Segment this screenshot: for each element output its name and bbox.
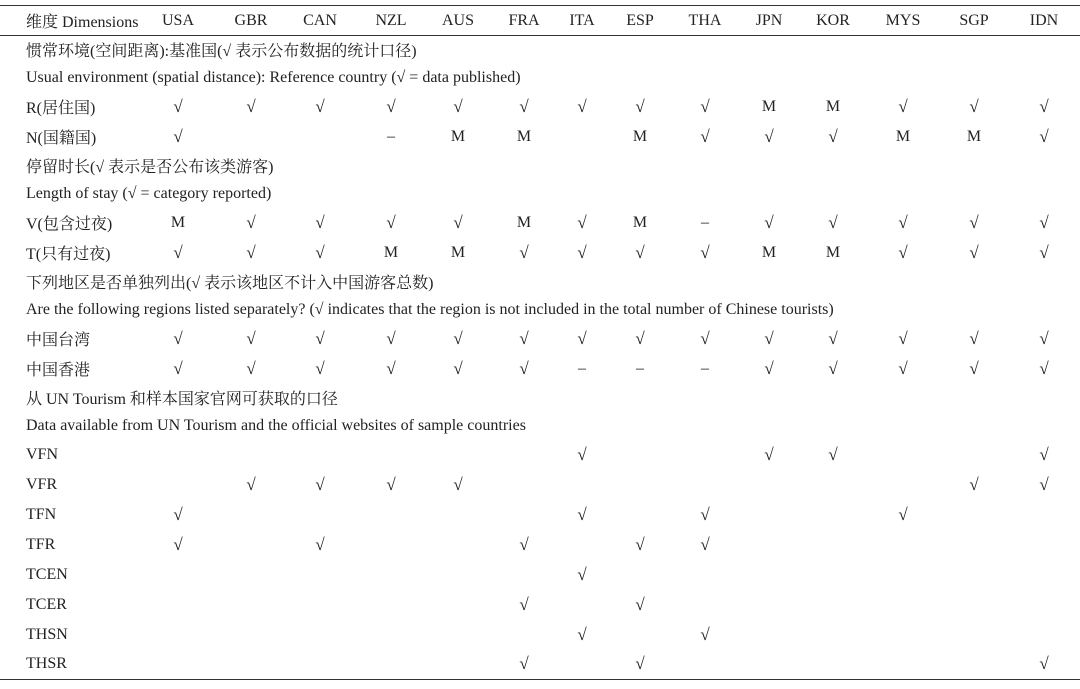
table-cell: √ bbox=[1039, 96, 1049, 116]
table-cell bbox=[492, 440, 556, 470]
table-cell: √ bbox=[1039, 358, 1049, 378]
table-cell: √ bbox=[173, 358, 183, 378]
table-cell: √ bbox=[828, 358, 838, 378]
country-header: FRA bbox=[492, 6, 556, 36]
table-row bbox=[0, 590, 1080, 620]
row-label: V(包含过夜) bbox=[26, 216, 113, 233]
section-title-en-row bbox=[0, 412, 1080, 440]
table-cell: M bbox=[895, 127, 911, 145]
table-cell: √ bbox=[1039, 444, 1049, 464]
table-cell: – bbox=[701, 359, 709, 377]
table-row bbox=[0, 324, 1080, 354]
table-cell: √ bbox=[577, 212, 587, 232]
table-cell bbox=[1008, 560, 1080, 590]
table-cell bbox=[1008, 530, 1080, 560]
table-cell bbox=[738, 650, 800, 680]
table-cell bbox=[866, 560, 940, 590]
table-row bbox=[0, 650, 1080, 680]
table-cell bbox=[220, 530, 282, 560]
table-cell: √ bbox=[246, 96, 256, 116]
table-cell: √ bbox=[315, 242, 325, 262]
table-cell: √ bbox=[635, 534, 645, 554]
table-cell: √ bbox=[969, 474, 979, 494]
row-label: TFR bbox=[26, 535, 56, 553]
table-cell bbox=[800, 500, 866, 530]
table-cell: √ bbox=[635, 594, 645, 614]
table-cell bbox=[424, 530, 492, 560]
table-cell: √ bbox=[700, 328, 710, 348]
header-row bbox=[0, 6, 1080, 36]
table-row bbox=[0, 208, 1080, 238]
table-cell: √ bbox=[700, 504, 710, 524]
table-cell bbox=[220, 650, 282, 680]
table-cell bbox=[940, 560, 1008, 590]
table-cell bbox=[220, 620, 282, 650]
table-cell: √ bbox=[764, 444, 774, 464]
section-title-en-row bbox=[0, 296, 1080, 324]
table-cell bbox=[738, 620, 800, 650]
table-cell bbox=[940, 650, 1008, 680]
table-cell bbox=[608, 470, 672, 500]
table-cell: √ bbox=[764, 126, 774, 146]
table-cell: √ bbox=[453, 328, 463, 348]
table-cell bbox=[424, 560, 492, 590]
table-cell: √ bbox=[1008, 650, 1080, 680]
table-cell: √ bbox=[969, 212, 979, 232]
table-cell: √ bbox=[386, 358, 396, 378]
table-cell bbox=[282, 500, 358, 530]
table-cell: √ bbox=[453, 358, 463, 378]
table-cell bbox=[738, 470, 800, 500]
table-cell: √ bbox=[969, 328, 979, 348]
table-cell: √ bbox=[577, 444, 587, 464]
country-header: AUS bbox=[424, 6, 492, 36]
country-header: SGP bbox=[940, 6, 1008, 36]
table-cell: √ bbox=[519, 96, 529, 116]
table-cell: √ bbox=[173, 242, 183, 262]
table-cell: √ bbox=[764, 328, 774, 348]
table-cell bbox=[608, 440, 672, 470]
table-cell bbox=[866, 530, 940, 560]
table-cell bbox=[800, 530, 866, 560]
table-row bbox=[0, 440, 1080, 470]
table-cell: √ bbox=[577, 96, 587, 116]
table-cell: √ bbox=[577, 328, 587, 348]
section-title-zh-row bbox=[0, 384, 1080, 412]
table-cell: √ bbox=[173, 534, 183, 554]
table-row bbox=[0, 620, 1080, 650]
table-cell bbox=[738, 590, 800, 620]
table-cell bbox=[424, 650, 492, 680]
table-cell: √ bbox=[315, 96, 325, 116]
table-cell bbox=[800, 560, 866, 590]
table-cell bbox=[866, 620, 940, 650]
table-cell bbox=[492, 500, 556, 530]
table-cell: √ bbox=[1039, 126, 1049, 146]
table-cell: √ bbox=[386, 474, 396, 494]
table-row bbox=[0, 92, 1080, 122]
table-cell: M bbox=[632, 127, 648, 145]
table-cell bbox=[424, 500, 492, 530]
row-label: VFN bbox=[26, 445, 59, 463]
table-cell bbox=[866, 590, 940, 620]
table-cell: √ bbox=[635, 242, 645, 262]
row-label: TFN bbox=[26, 505, 57, 523]
table-cell bbox=[358, 620, 424, 650]
table-cell: √ bbox=[315, 474, 325, 494]
table-row bbox=[0, 238, 1080, 268]
table-cell bbox=[866, 650, 940, 680]
section-title-zh-row bbox=[0, 36, 1080, 64]
table-cell bbox=[220, 440, 282, 470]
table-cell bbox=[220, 590, 282, 620]
table-cell bbox=[136, 560, 220, 590]
table-cell: – bbox=[701, 213, 709, 231]
row-label: T(只有过夜) bbox=[26, 246, 111, 263]
table-cell: √ bbox=[386, 212, 396, 232]
row-label: 中国台湾 bbox=[26, 332, 91, 349]
table-cell bbox=[492, 470, 556, 500]
table-cell: √ bbox=[173, 504, 183, 524]
table-cell bbox=[800, 590, 866, 620]
table-cell bbox=[220, 560, 282, 590]
table-cell bbox=[424, 620, 492, 650]
table-cell bbox=[1008, 620, 1080, 650]
table-cell: M bbox=[450, 243, 466, 261]
table-cell bbox=[672, 470, 738, 500]
table-row bbox=[0, 122, 1080, 152]
table-cell: – bbox=[387, 127, 395, 145]
table-cell: √ bbox=[1039, 212, 1049, 232]
country-header: KOR bbox=[800, 6, 866, 36]
table-cell: M bbox=[516, 213, 532, 231]
table-cell: √ bbox=[519, 594, 529, 614]
table-cell bbox=[1008, 500, 1080, 530]
table-cell bbox=[282, 122, 358, 152]
country-header: ESP bbox=[608, 6, 672, 36]
table-cell: √ bbox=[246, 474, 256, 494]
table-cell: √ bbox=[700, 624, 710, 644]
table-cell: √ bbox=[1039, 474, 1049, 494]
table-cell bbox=[940, 440, 1008, 470]
table-cell: M bbox=[450, 127, 466, 145]
table-cell bbox=[738, 530, 800, 560]
table-cell bbox=[608, 620, 672, 650]
table-cell bbox=[282, 560, 358, 590]
table-cell bbox=[220, 122, 282, 152]
row-label: 中国香港 bbox=[26, 362, 91, 379]
table-cell: M bbox=[170, 213, 186, 231]
table-cell bbox=[492, 620, 556, 650]
table-cell: √ bbox=[315, 534, 325, 554]
row-label: THSR bbox=[0, 650, 136, 680]
table-cell bbox=[220, 500, 282, 530]
country-header: NZL bbox=[358, 6, 424, 36]
table-cell: – bbox=[636, 359, 644, 377]
table-cell: √ bbox=[764, 212, 774, 232]
table-cell bbox=[556, 530, 608, 560]
table-cell: √ bbox=[898, 242, 908, 262]
table-cell bbox=[358, 440, 424, 470]
country-header: USA bbox=[136, 6, 220, 36]
table-cell: √ bbox=[764, 358, 774, 378]
section-title-en-row bbox=[0, 64, 1080, 92]
row-label: THSN bbox=[26, 625, 68, 643]
dimensions-table bbox=[0, 5, 1080, 680]
table-cell: √ bbox=[700, 126, 710, 146]
table-cell: √ bbox=[828, 444, 838, 464]
section-title-zh-row bbox=[0, 268, 1080, 296]
table-cell: √ bbox=[386, 96, 396, 116]
table-cell bbox=[672, 560, 738, 590]
table-cell: √ bbox=[1039, 242, 1049, 262]
row-label: N(国籍国) bbox=[26, 130, 97, 147]
table-cell: √ bbox=[700, 242, 710, 262]
table-cell: √ bbox=[519, 328, 529, 348]
table-cell: √ bbox=[1039, 328, 1049, 348]
table-cell bbox=[940, 620, 1008, 650]
table-cell: √ bbox=[608, 650, 672, 680]
table-body bbox=[0, 36, 1080, 680]
table-cell bbox=[608, 500, 672, 530]
row-label: TCEN bbox=[26, 565, 68, 583]
table-cell: M bbox=[761, 243, 777, 261]
table-cell: M bbox=[966, 127, 982, 145]
country-header: CAN bbox=[282, 6, 358, 36]
table-cell bbox=[866, 440, 940, 470]
table-cell bbox=[738, 560, 800, 590]
section-title-en: Are the following regions listed separately? (√ indicates that the region is not included in the total number of Chinese tourists) bbox=[26, 300, 834, 318]
table-cell: √ bbox=[173, 96, 183, 116]
table-cell: √ bbox=[635, 328, 645, 348]
table-cell: √ bbox=[969, 96, 979, 116]
row-label: R(居住国) bbox=[26, 100, 96, 117]
table-cell bbox=[136, 650, 220, 680]
country-header: ITA bbox=[556, 6, 608, 36]
table-cell: √ bbox=[635, 96, 645, 116]
section-title-en: Length of stay (√ = category reported) bbox=[26, 184, 272, 202]
table-cell: √ bbox=[315, 328, 325, 348]
table-cell bbox=[358, 650, 424, 680]
table-cell bbox=[800, 620, 866, 650]
table-cell: √ bbox=[969, 242, 979, 262]
table-row bbox=[0, 354, 1080, 384]
section-title-zh: 停留时长(√ 表示是否公布该类游客) bbox=[26, 159, 274, 176]
table-cell: √ bbox=[898, 328, 908, 348]
table-cell bbox=[672, 650, 738, 680]
table-cell: √ bbox=[519, 534, 529, 554]
table-cell: √ bbox=[453, 96, 463, 116]
table-cell bbox=[800, 470, 866, 500]
table-cell: √ bbox=[700, 96, 710, 116]
table-cell bbox=[358, 590, 424, 620]
country-header: JPN bbox=[738, 6, 800, 36]
table-cell: √ bbox=[828, 328, 838, 348]
table-cell: √ bbox=[898, 96, 908, 116]
table-row bbox=[0, 470, 1080, 500]
table-cell bbox=[492, 560, 556, 590]
table-cell bbox=[424, 590, 492, 620]
table-cell bbox=[940, 500, 1008, 530]
table-cell bbox=[358, 560, 424, 590]
country-header: GBR bbox=[220, 6, 282, 36]
row-label: VFR bbox=[26, 475, 58, 493]
table-cell: √ bbox=[828, 212, 838, 232]
table-cell: √ bbox=[898, 358, 908, 378]
table-cell bbox=[282, 620, 358, 650]
table-cell bbox=[282, 440, 358, 470]
table-cell: M bbox=[383, 243, 399, 261]
table-cell bbox=[136, 590, 220, 620]
table-cell bbox=[800, 650, 866, 680]
table-cell: √ bbox=[173, 126, 183, 146]
table-cell bbox=[358, 530, 424, 560]
table-cell: √ bbox=[519, 242, 529, 262]
section-title-zh-row bbox=[0, 152, 1080, 180]
table-row bbox=[0, 560, 1080, 590]
table-cell: √ bbox=[577, 564, 587, 584]
table-cell: M bbox=[825, 243, 841, 261]
table-cell bbox=[556, 650, 608, 680]
table-cell bbox=[136, 440, 220, 470]
table-cell: √ bbox=[700, 534, 710, 554]
section-title-en: Usual environment (spatial distance): Reference country (√ = data published) bbox=[26, 68, 521, 86]
table-cell bbox=[672, 440, 738, 470]
table-cell bbox=[556, 590, 608, 620]
table-cell bbox=[136, 470, 220, 500]
table-cell bbox=[556, 122, 608, 152]
table-cell: √ bbox=[453, 212, 463, 232]
table-cell: √ bbox=[577, 242, 587, 262]
table-cell: √ bbox=[386, 328, 396, 348]
country-header: MYS bbox=[866, 6, 940, 36]
country-header: THA bbox=[672, 6, 738, 36]
table-cell bbox=[424, 440, 492, 470]
table-cell bbox=[358, 500, 424, 530]
table-cell: √ bbox=[828, 126, 838, 146]
section-title-en: Data available from UN Tourism and the official websites of sample countries bbox=[26, 416, 526, 434]
table-cell: √ bbox=[453, 474, 463, 494]
section-title-zh: 从 UN Tourism 和样本国家官网可获取的口径 bbox=[26, 391, 338, 408]
table-cell bbox=[940, 590, 1008, 620]
table-cell: √ bbox=[969, 358, 979, 378]
table-row bbox=[0, 530, 1080, 560]
table-cell: √ bbox=[246, 212, 256, 232]
table-cell: √ bbox=[898, 504, 908, 524]
dimension-header: 维度 Dimensions bbox=[0, 6, 136, 36]
table-cell bbox=[608, 560, 672, 590]
table-cell: √ bbox=[246, 328, 256, 348]
table-cell: √ bbox=[577, 504, 587, 524]
table-cell bbox=[672, 590, 738, 620]
table-cell: √ bbox=[519, 358, 529, 378]
table-cell: M bbox=[632, 213, 648, 231]
table-cell bbox=[556, 470, 608, 500]
table-cell: √ bbox=[246, 242, 256, 262]
table-cell bbox=[282, 590, 358, 620]
table-cell: √ bbox=[173, 328, 183, 348]
section-title-zh: 惯常环境(空间距离):基准国(√ 表示公布数据的统计口径) bbox=[26, 43, 417, 61]
section-title-en-row bbox=[0, 180, 1080, 208]
table-cell bbox=[738, 500, 800, 530]
table-cell: M bbox=[761, 97, 777, 115]
table-cell: M bbox=[825, 97, 841, 115]
table-cell: √ bbox=[577, 624, 587, 644]
table-cell: M bbox=[516, 127, 532, 145]
table-cell: √ bbox=[315, 212, 325, 232]
table-cell bbox=[940, 530, 1008, 560]
table-cell bbox=[136, 620, 220, 650]
table-cell: √ bbox=[898, 212, 908, 232]
country-header: IDN bbox=[1008, 6, 1080, 36]
table-cell bbox=[866, 470, 940, 500]
row-label: TCER bbox=[26, 595, 67, 613]
table-cell: – bbox=[578, 359, 586, 377]
table-cell: √ bbox=[246, 358, 256, 378]
table-cell: √ bbox=[315, 358, 325, 378]
table-cell bbox=[282, 650, 358, 680]
table-cell bbox=[1008, 590, 1080, 620]
table-row bbox=[0, 500, 1080, 530]
table-cell: √ bbox=[492, 650, 556, 680]
section-title-zh: 下列地区是否单独列出(√ 表示该地区不计入中国游客总数) bbox=[26, 275, 434, 292]
